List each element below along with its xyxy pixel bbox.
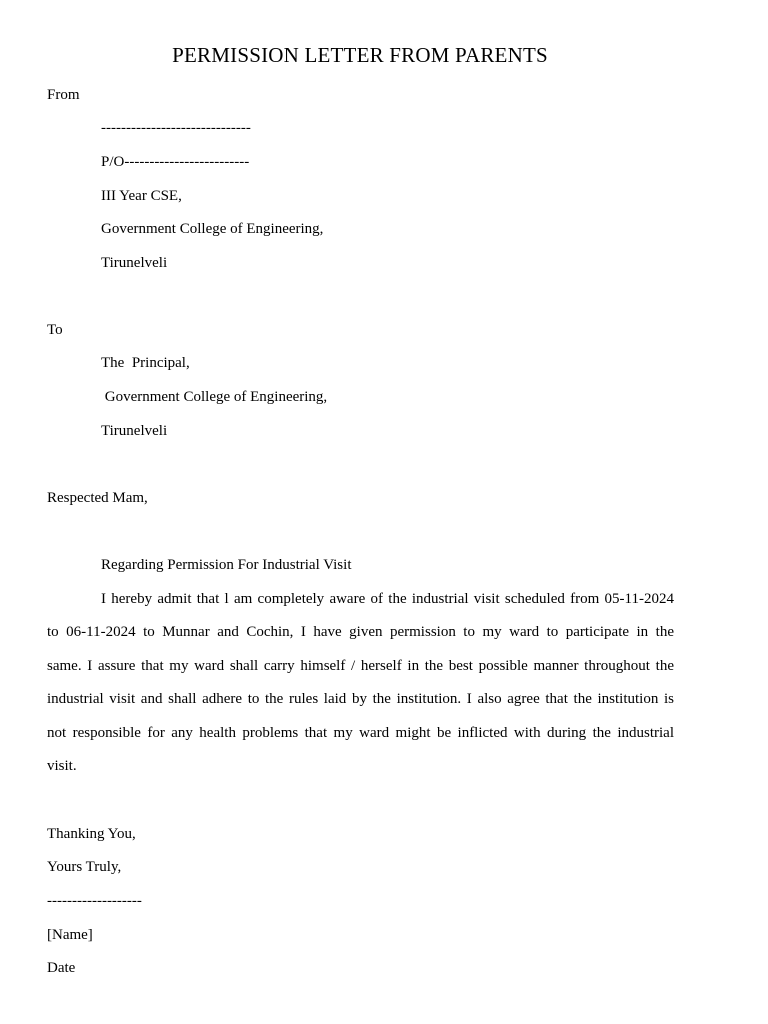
body-line-6: visit. — [47, 758, 77, 774]
closing-thanks: Thanking You, — [47, 826, 136, 842]
from-college: Government College of Engineering, — [101, 221, 324, 237]
body-line-4: industrial visit and shall adhere to the rules laid by the institution. I also agree that the institution is — [47, 691, 674, 707]
closing-yours: Yours Truly, — [47, 859, 122, 875]
from-parent-of: P/O------------------------- — [101, 154, 250, 170]
body-line-2: to 06-11-2024 to Munnar and Cochin, I have given permission to my ward to participate in the — [47, 624, 674, 640]
page-title: PERMISSION LETTER FROM PARENTS — [172, 43, 548, 67]
from-name-blank: ------------------------------ — [101, 120, 251, 136]
date-label: Date — [47, 960, 76, 976]
salutation: Respected Mam, — [47, 490, 148, 506]
from-label: From — [47, 87, 80, 103]
to-city: Tirunelveli — [101, 423, 168, 439]
from-city: Tirunelveli — [101, 255, 168, 271]
to-principal: The Principal, — [101, 355, 190, 371]
body-line-5: not responsible for any health problems that my ward might be inflicted with during the industrial — [47, 725, 674, 741]
from-year-dept: III Year CSE, — [101, 188, 182, 204]
signature-line: ------------------- — [47, 893, 142, 909]
body-line-1: I hereby admit that l am completely aware of the industrial visit scheduled from 05-11-2024 — [101, 591, 674, 607]
to-college: Government College of Engineering, — [101, 389, 328, 405]
signer-name: [Name] — [47, 927, 93, 943]
subject-line: Regarding Permission For Industrial Visit — [101, 557, 352, 573]
body-line-3: same. I assure that my ward shall carry himself / herself in the best possible manner throughout the — [47, 658, 674, 674]
to-label: To — [47, 322, 63, 338]
